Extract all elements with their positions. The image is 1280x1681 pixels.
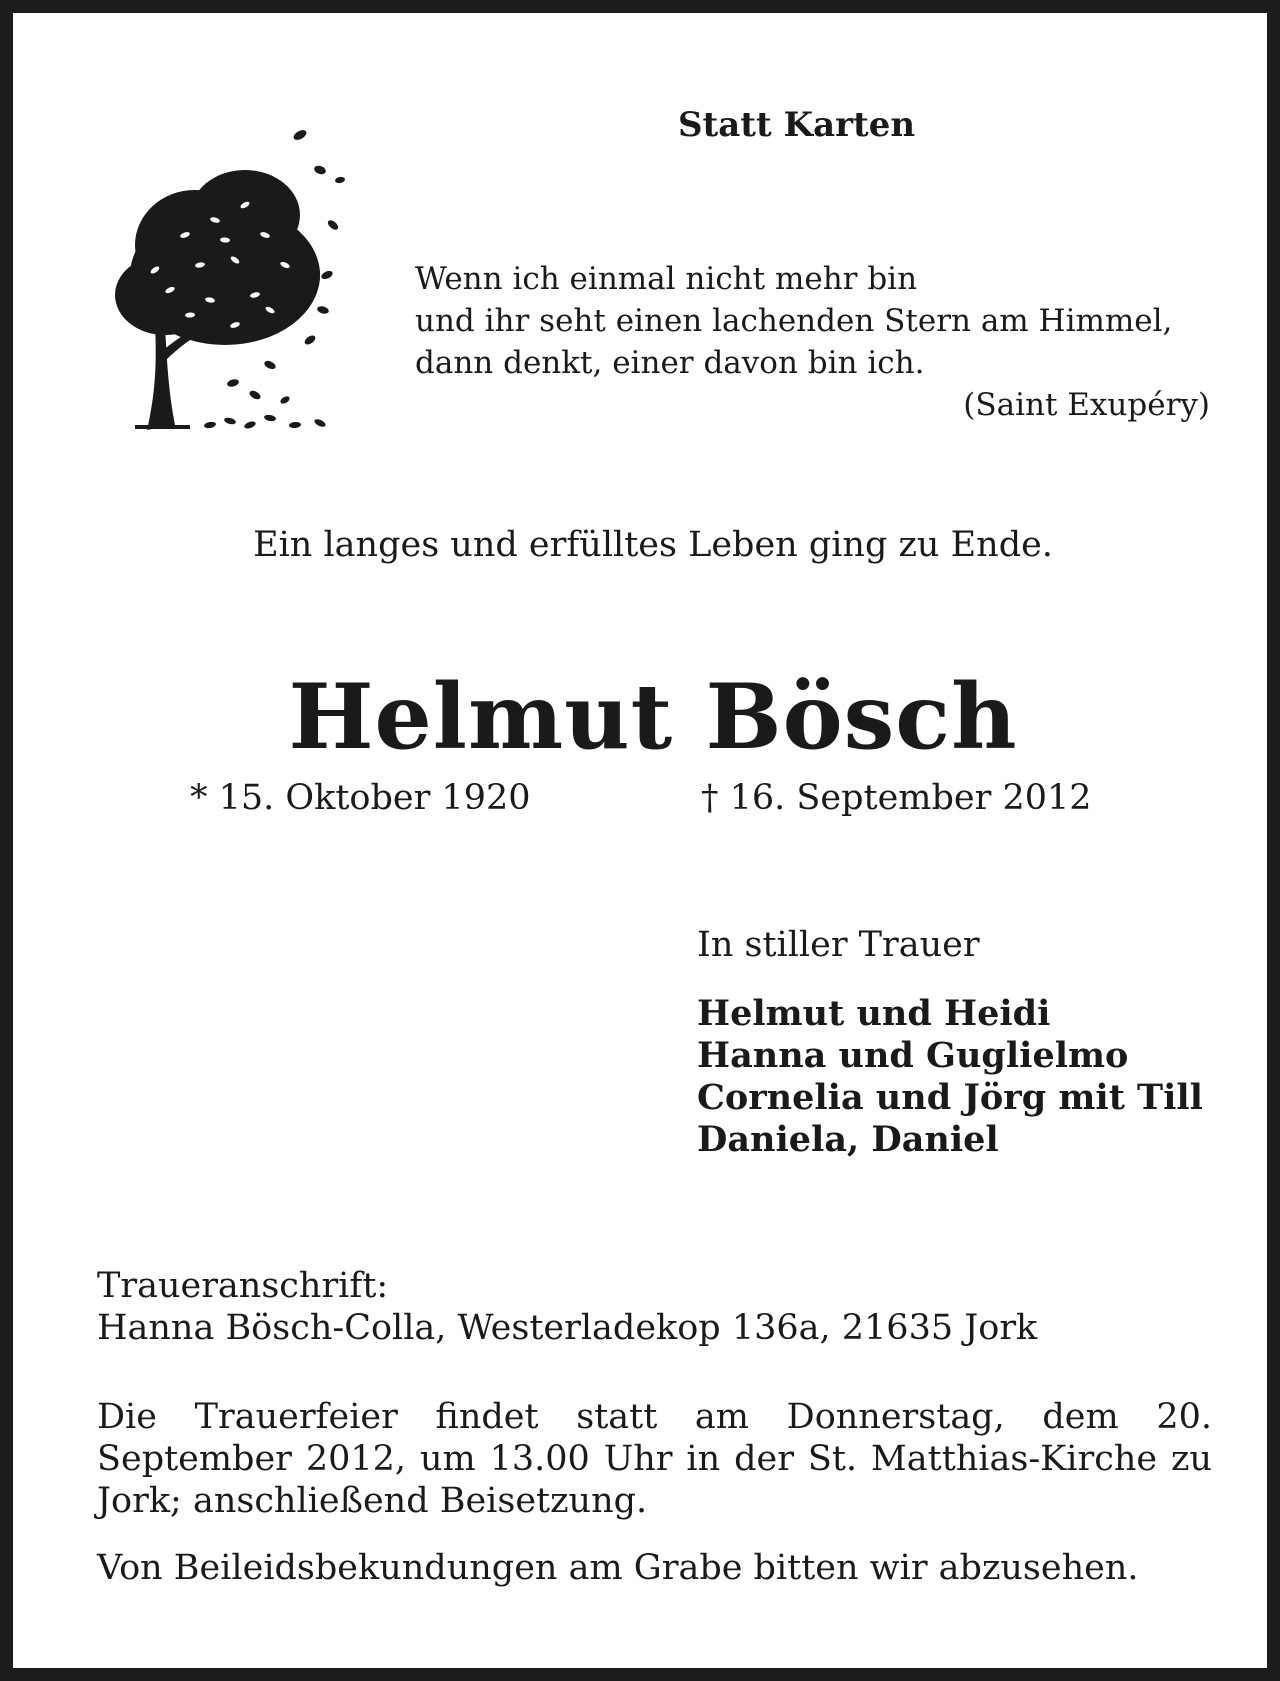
mourning-intro: In stiller Trauer: [697, 925, 980, 965]
quote-line: und ihr seht einen lachenden Stern am Himmel,: [415, 303, 1173, 339]
condolence-request: Von Beileidsbekundungen am Grabe bitten wir abzusehen.: [97, 1548, 1139, 1588]
death-date: † 16. September 2012: [701, 778, 1092, 818]
service-details: Die Trauerfeier findet statt am Donnerstag, dem 20. September 2012, um 13.00 Uhr in der St. Matthias-Kirche zu Jork; anschließend Beisetzung.: [97, 1397, 1212, 1521]
windblown-tree-icon: [95, 125, 360, 445]
deceased-name: Helmut Bösch: [288, 664, 1018, 770]
birth-date: * 15. Oktober 1920: [190, 778, 531, 818]
address-text: Hanna Bösch-Colla, Westerladekop 136a, 21635 Jork: [97, 1308, 1038, 1348]
heading: Statt Karten: [678, 105, 916, 145]
intro-text: Ein langes und erfülltes Leben ging zu Ende.: [253, 525, 1053, 565]
mourning-address: [97, 1265, 1037, 1349]
quote-line: dann denkt, einer davon bin ich.: [415, 345, 925, 381]
quote-line: Wenn ich einmal nicht mehr bin: [415, 261, 918, 297]
mourner-line: Cornelia und Jörg mit Till: [697, 1077, 1203, 1118]
mourner-line: Daniela, Daniel: [697, 1119, 999, 1160]
mourner-line: Helmut und Heidi: [697, 993, 1051, 1034]
mourners-list: [697, 993, 1203, 1161]
mourner-line: Hanna und Guglielmo: [697, 1035, 1129, 1076]
address-label: Traueranschrift:: [97, 1266, 389, 1306]
quote-block: [415, 258, 1210, 426]
quote-author: (Saint Exupéry): [963, 387, 1210, 423]
